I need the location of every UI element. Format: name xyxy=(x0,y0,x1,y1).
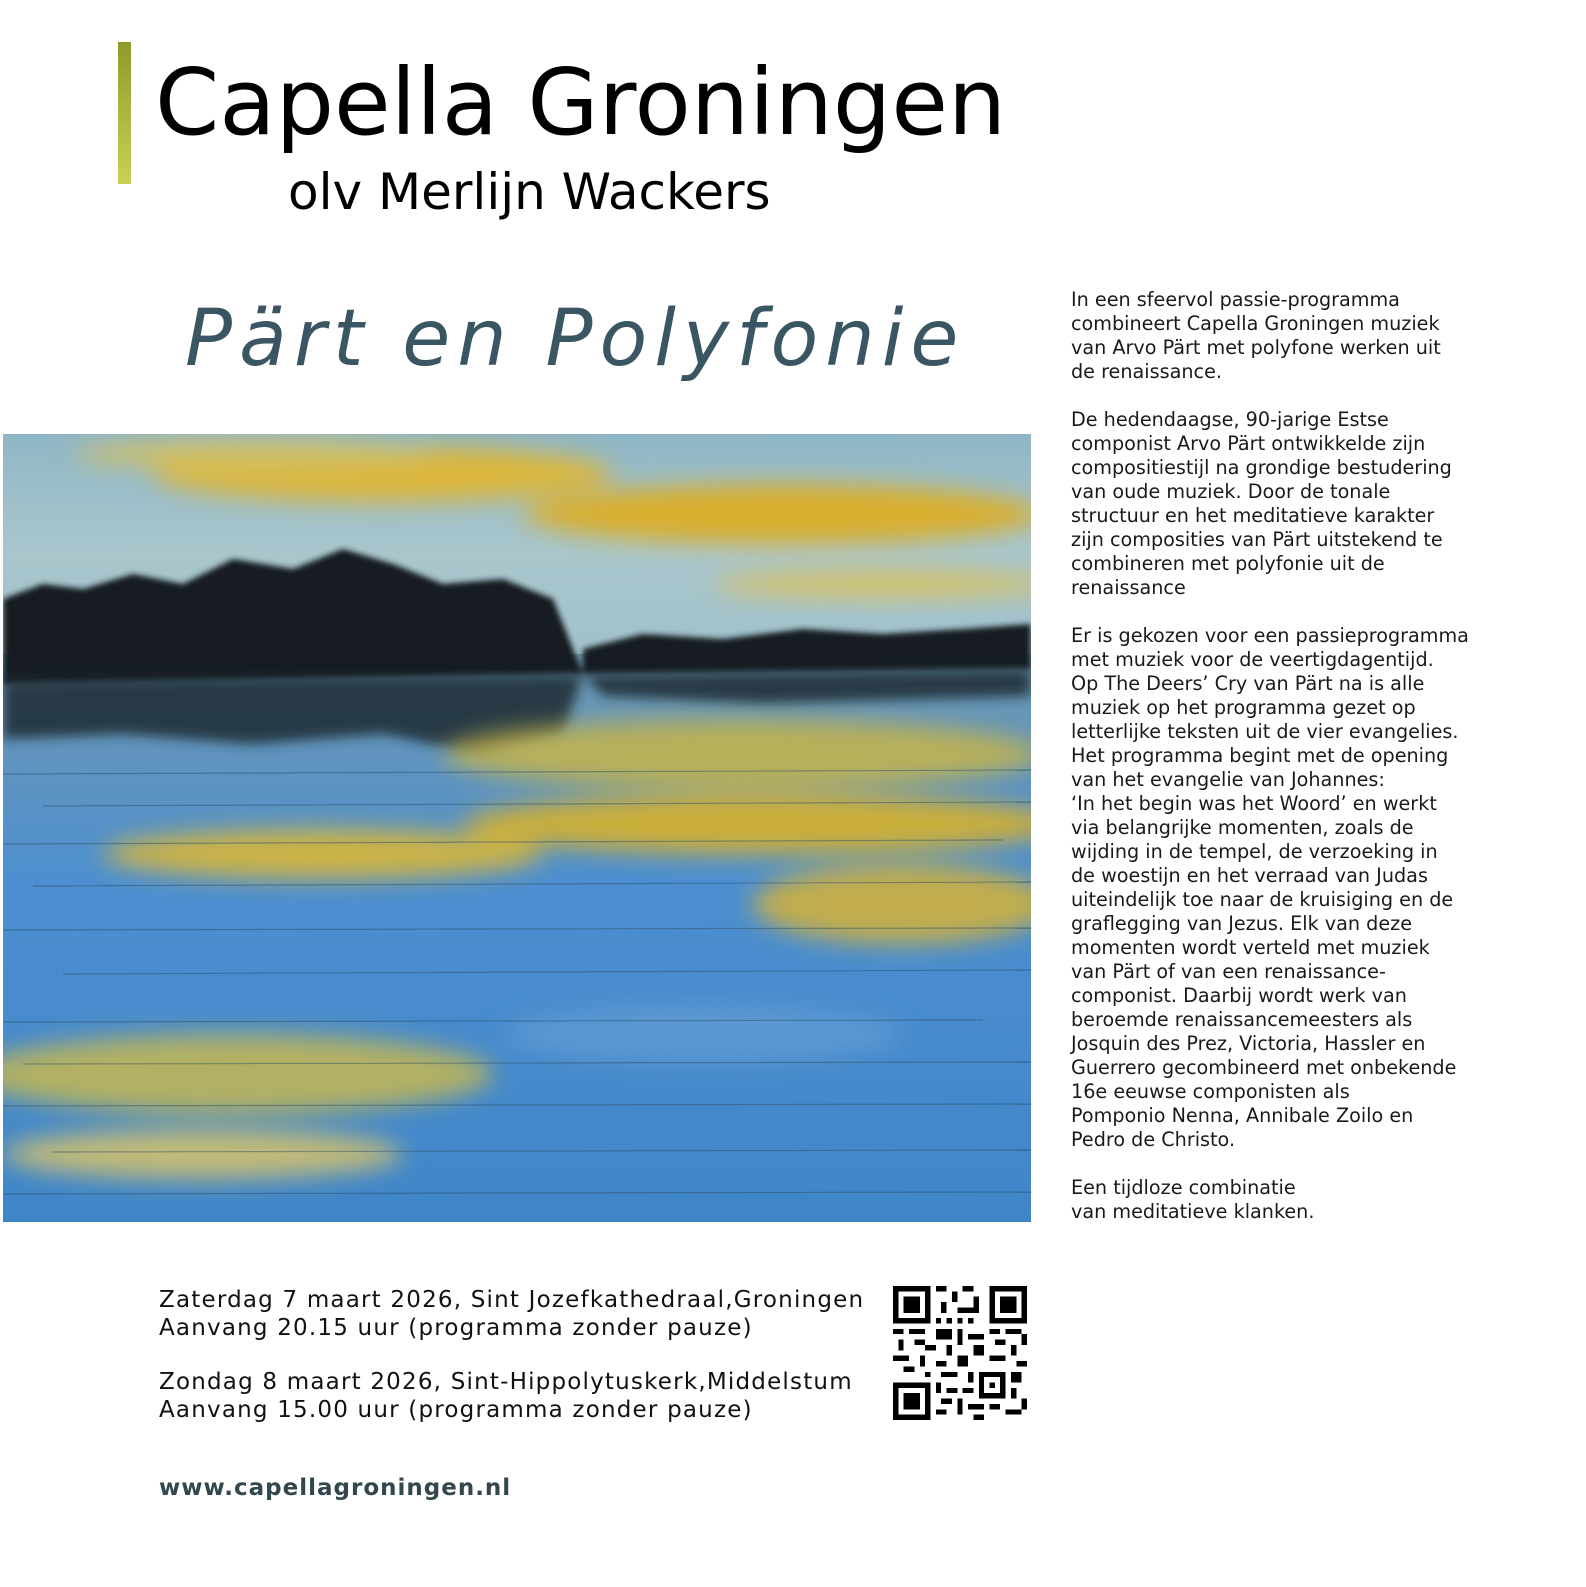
conductor-line: olv Merlijn Wackers xyxy=(288,163,771,221)
concert-info xyxy=(159,1368,853,1424)
description-paragraph: In een sfeervol passie-programma combineert Capella Groningen muziek van Arvo Pärt met polyfone werken uit de renaissance. xyxy=(1071,288,1441,383)
concert-date-location: Zaterdag 7 maart 2026, Sint Jozefkathedraal,Groningen xyxy=(159,1287,865,1313)
concert-date-location: Zondag 8 maart 2026, Sint-Hippolytuskerk,Middelstum xyxy=(159,1369,853,1395)
concert-info xyxy=(159,1286,864,1342)
website-link[interactable]: www.capellagroningen.nl xyxy=(159,1475,512,1501)
description-paragraph: De hedendaagse, 90-jarige Estse componist Arvo Pärt ontwikkelde zijn compositiestijl na grondige bestudering van oude muziek. Door de tonale structuur en het meditatieve karakter zijn composities van Pärt uitstekend te combineren met polyfonie uit de renaissance xyxy=(1071,408,1452,599)
choir-name: Capella Groningen xyxy=(155,49,1007,156)
qr-code[interactable] xyxy=(893,1286,1027,1420)
description-paragraph: Een tijdloze combinatie van meditatieve klanken. xyxy=(1071,1176,1315,1223)
painting-image xyxy=(3,434,1031,1222)
program-title: Pärt en Polyfonie xyxy=(185,294,966,384)
concert-start-time: Aanvang 20.15 uur (programma zonder pauze) xyxy=(159,1315,753,1341)
description-paragraph: Er is gekozen voor een passieprogramma met muziek voor de veertigdagentijd. Op The Deers’ Cry van Pärt na is alle muziek op het programma gezet op letterlijke teksten uit de vier evangelies. Het programma begint met de opening van het evangelie van Johannes: ‘In het begin was het Woord’ en werkt via belangrijke momenten, zoals de wijding in de tempel, de verzoeking in de woestijn en het verraad van Judas uiteindelijk toe naar de kruisiging en de graflegging van Jezus. Elk van deze momenten wordt verteld met muziek van Pärt of van een renaissance- componist. Daarbij wordt werk van beroemde renaissancemeesters als Josquin des Prez, Victoria, Hassler en Guerrero gecombineerd met onbekende 16e eeuwse componisten als Pomponio Nenna, Annibale Zoilo en Pedro de Christo. xyxy=(1071,624,1469,1151)
concert-start-time: Aanvang 15.00 uur (programma zonder pauze) xyxy=(159,1397,753,1423)
program-description xyxy=(1071,288,1511,1248)
accent-bar xyxy=(118,42,131,184)
